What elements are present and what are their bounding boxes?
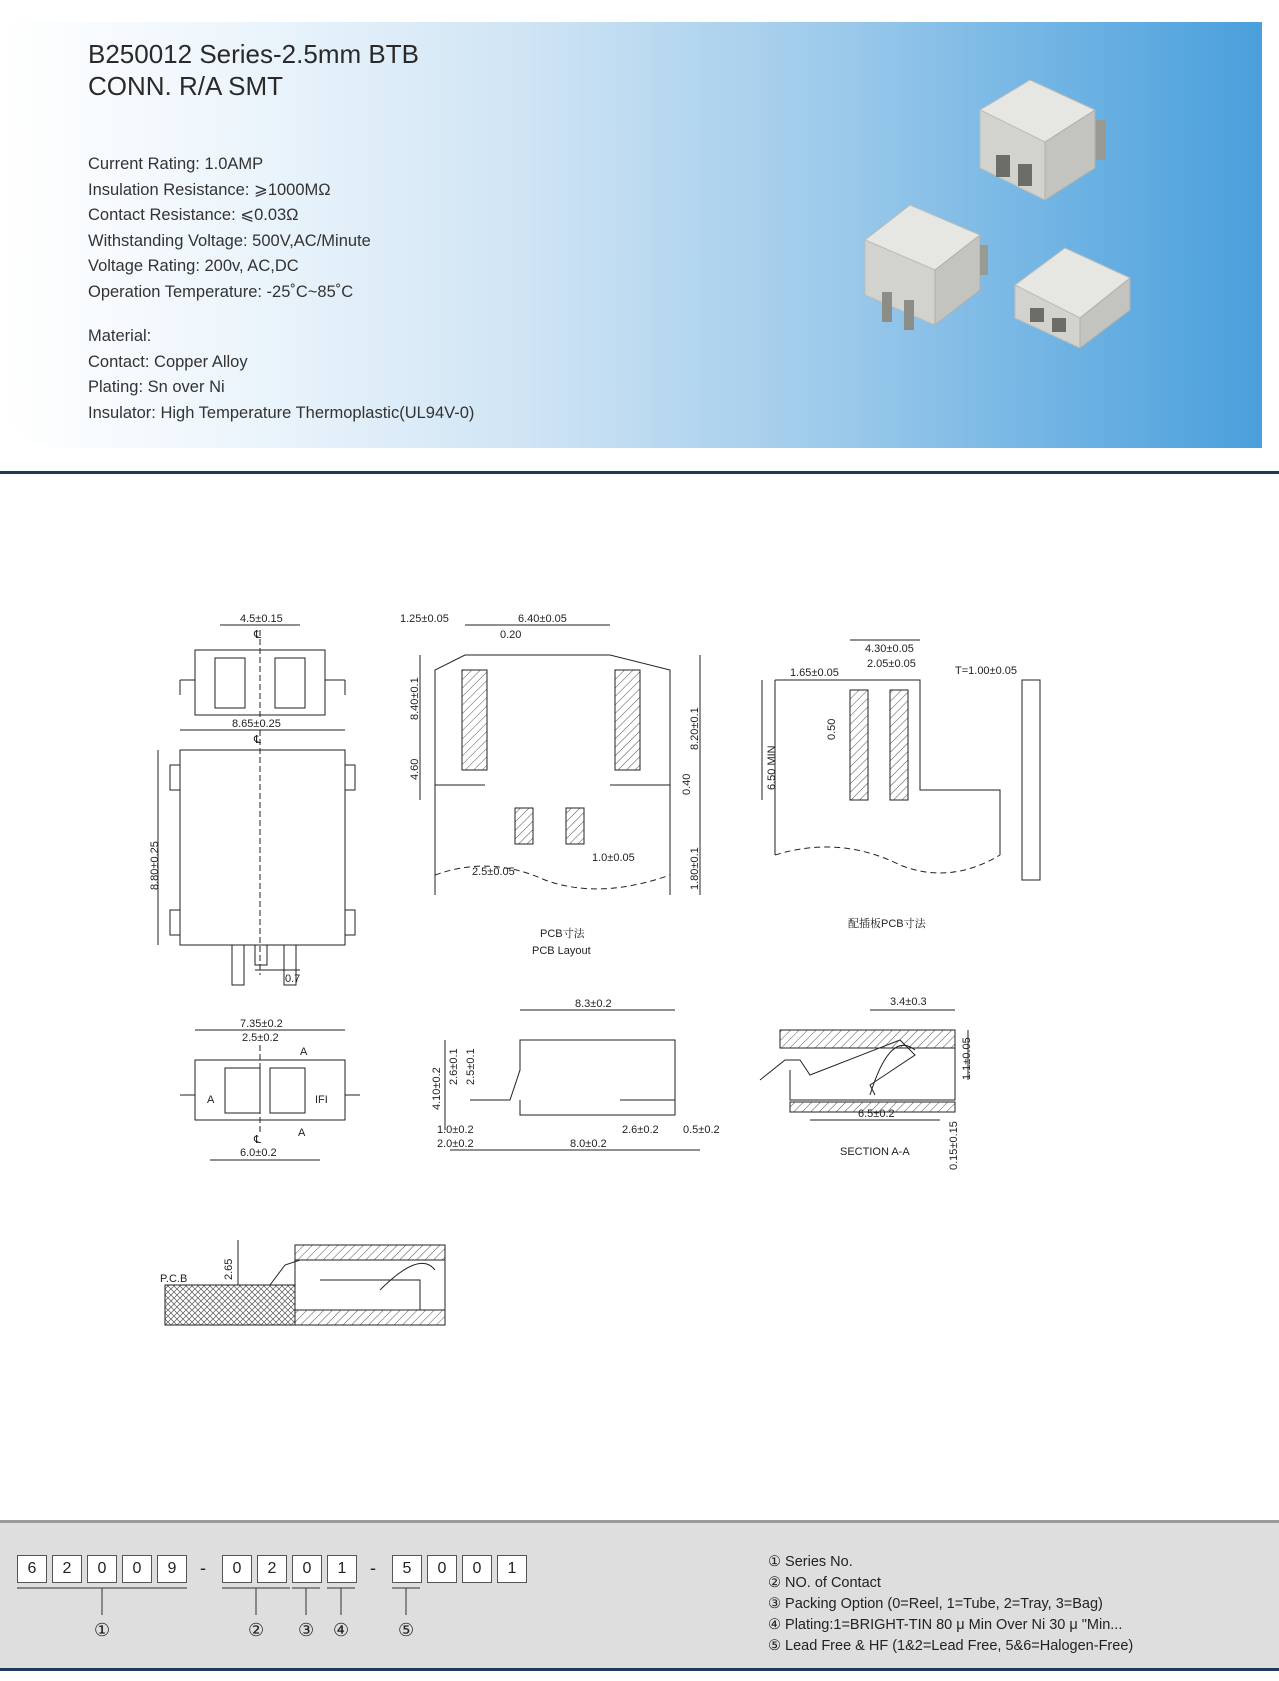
- pn-digit-12: 0: [462, 1555, 492, 1583]
- dim-4-30: 4.30±0.05: [865, 643, 914, 655]
- spec-temperature: Operation Temperature: -25˚C~85˚C: [88, 282, 354, 301]
- dim-0-5: 0.5±0.2: [683, 1124, 720, 1136]
- title-line-2: CONN. R/A SMT: [88, 71, 284, 101]
- pn-callout-lines: [0, 1585, 560, 1625]
- dim-2-0: 2.0±0.2: [437, 1138, 474, 1150]
- dim-1-1: 1.1±0.05: [961, 1037, 973, 1080]
- pn-dash-1: -: [200, 1558, 206, 1578]
- dim-0-40: 0.40: [681, 773, 693, 795]
- pcb-label-cn: PCB寸法: [540, 928, 585, 940]
- dim-1-25: 1.25±0.05: [400, 613, 449, 625]
- pn-digit-8: 0: [292, 1555, 322, 1583]
- spec-contact-resistance: Contact Resistance: ⩽0.03Ω: [88, 206, 299, 224]
- pn-digit-4: 0: [122, 1555, 152, 1583]
- spec-insulation: Insulation Resistance: ⩾1000MΩ: [88, 180, 331, 199]
- spec-list: [88, 152, 371, 305]
- dim-3-4: 3.4±0.3: [890, 996, 927, 1008]
- pn-marker-5: ⑤: [398, 1620, 415, 1640]
- dim-8-65: 8.65±0.25: [232, 718, 281, 730]
- pn-marker-4: ④: [333, 1620, 350, 1640]
- section-label: SECTION A-A: [840, 1146, 910, 1158]
- dimension-labels: [149, 613, 1017, 1285]
- dim-6-5: 6.5±0.2: [858, 1108, 895, 1120]
- pn-digit-9: 1: [327, 1555, 357, 1583]
- title-line-1: B250012 Series-2.5mm BTB: [88, 39, 419, 69]
- product-photo: [840, 60, 1160, 360]
- dim-2-5: 2.5±0.05: [472, 866, 515, 878]
- centerline-mark-1: ℄: [254, 629, 262, 641]
- material-list: [88, 324, 474, 426]
- pn-digit-5: 9: [157, 1555, 187, 1583]
- material-insulator: Insulator: High Temperature Thermoplastic(UL94V-0): [88, 403, 475, 422]
- pn-marker-3: ③: [298, 1620, 315, 1640]
- dim-0-20: 0.20: [500, 629, 522, 641]
- top-view: [158, 625, 355, 985]
- pn-digit-11: 0: [427, 1555, 457, 1583]
- dim-4-5: 4.5±0.15: [240, 613, 283, 625]
- section-mark-ifi: IFI: [315, 1094, 328, 1106]
- section-mark-a-bottom: A: [298, 1127, 306, 1139]
- dim-1-0: 1.0±0.05: [592, 852, 635, 864]
- dim-1-80: 1.80±0.1: [689, 847, 701, 890]
- dim-0-50: 0.50: [826, 718, 838, 740]
- dim-2-6b: 2.6±0.2: [622, 1124, 659, 1136]
- dim-6-40: 6.40±0.05: [518, 613, 567, 625]
- pn-digit-2: 2: [52, 1555, 82, 1583]
- pn-digit-1: 6: [17, 1555, 47, 1583]
- centerline-mark-2: ℄: [254, 734, 262, 746]
- section-divider: [0, 471, 1279, 474]
- dim-2-6: 2.6±0.1: [448, 1048, 460, 1085]
- dim-2-65: 2.65: [223, 1258, 235, 1280]
- pn-digit-6: 0: [222, 1555, 252, 1583]
- technical-drawings: [0, 590, 1279, 1390]
- pn-marker-2: ②: [248, 1620, 265, 1640]
- pcb-layout-view: [420, 625, 700, 895]
- legend-lead-free: ⑤ Lead Free & HF (1&2=Lead Free, 5&6=Halogen-Free): [768, 1638, 1134, 1654]
- dim-8-20: 8.20±0.1: [689, 707, 701, 750]
- product-title: [88, 38, 419, 102]
- pn-digit-7: 2: [257, 1555, 287, 1583]
- spec-withstanding: Withstanding Voltage: 500V,AC/Minute: [88, 231, 371, 250]
- pn-marker-1: ①: [94, 1620, 111, 1640]
- pcb-mount-view: [165, 1240, 445, 1325]
- material-heading: Material:: [88, 327, 152, 345]
- dim-2-05: 2.05±0.05: [867, 658, 916, 670]
- dim-1-0b: 1.0±0.2: [437, 1124, 474, 1136]
- connector-render-1: [980, 80, 1106, 200]
- legend-series: ① Series No.: [768, 1554, 853, 1570]
- dim-6-50: 6.50 MIN: [766, 745, 778, 790]
- pn-digit-3: 0: [87, 1555, 117, 1583]
- side-view-b: [445, 1010, 700, 1150]
- dim-2-5b: 2.5±0.2: [242, 1032, 279, 1044]
- material-plating: Plating: Sn over Ni: [88, 378, 225, 396]
- spec-voltage: Voltage Rating: 200v, AC,DC: [88, 257, 299, 275]
- pcb-label-en: PCB Layout: [532, 945, 591, 957]
- dim-8-0: 8.0±0.2: [570, 1138, 607, 1150]
- dim-thickness: T=1.00±0.05: [955, 665, 1017, 677]
- dim-6-0: 6.0±0.2: [240, 1147, 277, 1159]
- dim-0-7: 0.7: [285, 973, 301, 985]
- mating-pcb-label: 配插板PCB寸法: [848, 918, 926, 930]
- pn-dash-2: -: [370, 1558, 376, 1578]
- legend-packing: ③ Packing Option (0=Reel, 1=Tube, 2=Tray, 3=Bag): [768, 1596, 1103, 1612]
- pn-digit-10: 5: [392, 1555, 422, 1583]
- dim-0-15: 0.15±0.15: [948, 1121, 960, 1170]
- connector-render-2: [865, 205, 988, 330]
- dim-8-80: 8.80±0.25: [149, 841, 161, 890]
- section-mark-a-left: A: [207, 1094, 215, 1106]
- centerline-mark-3: ℄: [254, 1134, 262, 1146]
- legend-contacts: ② NO. of Contact: [768, 1575, 881, 1591]
- dim-4-60: 4.60: [409, 758, 421, 780]
- dim-7-35: 7.35±0.2: [240, 1018, 283, 1030]
- section-mark-a-top: A: [300, 1046, 308, 1058]
- dim-4-10: 4.10±0.2: [431, 1067, 443, 1110]
- legend-plating: ④ Plating:1=BRIGHT-TIN 80 μ Min Over Ni 30 μ "Min...: [768, 1617, 1123, 1633]
- dim-8-3: 8.3±0.2: [575, 998, 612, 1010]
- dim-8-40: 8.40±0.1: [409, 677, 421, 720]
- section-a-a-view: [760, 1010, 968, 1120]
- dim-2-5c: 2.5±0.1: [465, 1048, 477, 1085]
- spec-current: Current Rating: 1.0AMP: [88, 155, 264, 173]
- pn-digit-13: 1: [497, 1555, 527, 1583]
- pcb-mount-label: P.C.B: [160, 1273, 188, 1285]
- footer-rule: [0, 1668, 1279, 1671]
- connector-render-3: [1015, 248, 1130, 348]
- material-contact: Contact: Copper Alloy: [88, 352, 248, 371]
- ordering-legend: [768, 1552, 1133, 1657]
- dim-1-65: 1.65±0.05: [790, 667, 839, 679]
